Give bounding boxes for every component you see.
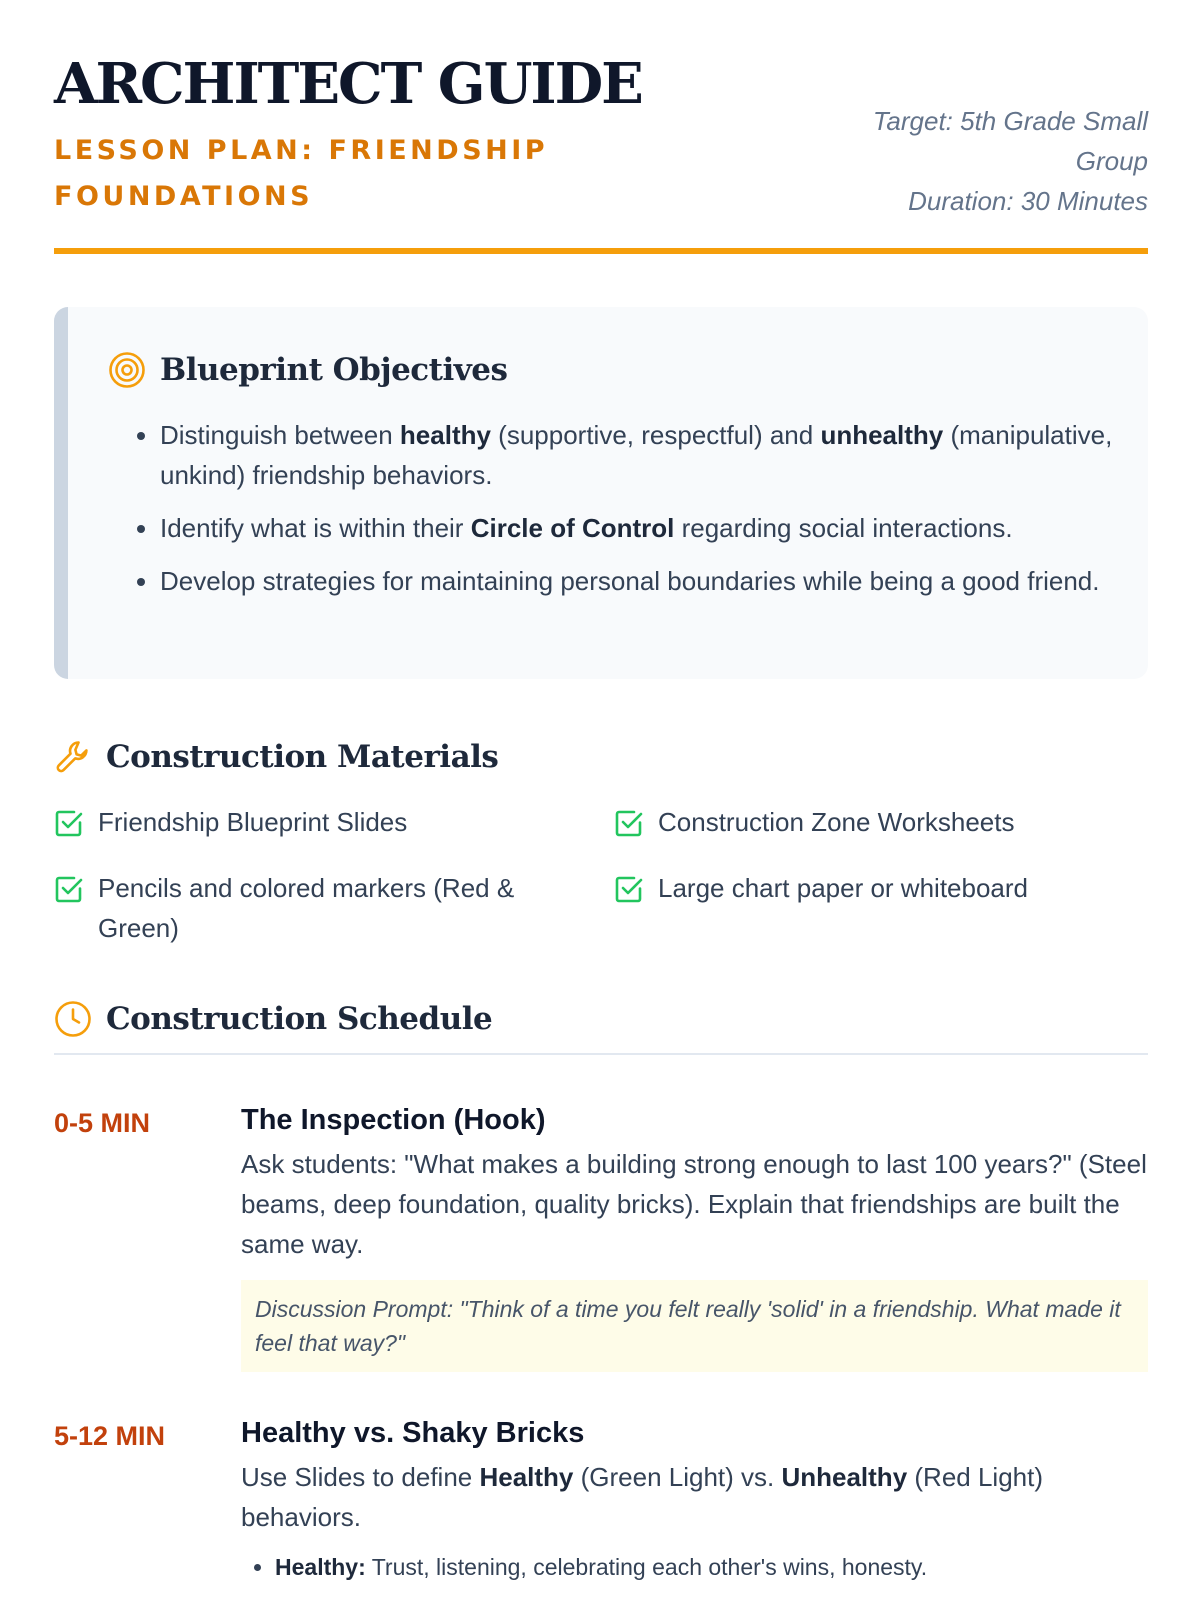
page-header bbox=[54, 0, 1148, 254]
schedule-divider bbox=[54, 1053, 1148, 1055]
page-title: ARCHITECT GUIDE bbox=[54, 51, 642, 117]
material-label: Construction Zone Worksheets bbox=[658, 807, 1015, 837]
objective-item bbox=[160, 508, 1170, 548]
material-item bbox=[614, 868, 1134, 908]
schedule-block-title: Healthy vs. Shaky Bricks bbox=[241, 1417, 585, 1449]
schedule-block-text: Ask students: "What makes a building strong enough to last 100 years?" (Steel beams, deep foundation, quality bricks). Explain that friendships are built the same way. bbox=[241, 1149, 1147, 1259]
target-icon bbox=[108, 351, 146, 389]
material-label: Pencils and colored markers (Red & Green) bbox=[98, 873, 515, 943]
objective-text: (supportive, respectful) and bbox=[490, 420, 821, 450]
checkbox-checked-icon bbox=[54, 874, 84, 904]
objectives-heading-text: Blueprint Objectives bbox=[160, 352, 508, 388]
behavior-label: Healthy: bbox=[275, 1554, 366, 1580]
schedule-block bbox=[241, 1413, 1148, 1587]
material-item bbox=[614, 802, 1134, 842]
objectives-box bbox=[54, 307, 1148, 679]
schedule-block-title: The Inspection (Hook) bbox=[241, 1104, 546, 1136]
objective-text: (manipulative, unkind) friendship behaviors. bbox=[160, 420, 1113, 490]
checkbox-checked-icon bbox=[54, 808, 84, 838]
material-item bbox=[54, 868, 574, 948]
schedule-text-emphasis: Healthy bbox=[479, 1462, 574, 1492]
behavior-text: Trust, listening, celebrating each other's wins, honesty. bbox=[365, 1554, 928, 1580]
schedule-block-text bbox=[241, 1457, 1148, 1537]
objective-emphasis: healthy bbox=[399, 420, 491, 450]
schedule-text-part: (Green Light) vs. bbox=[573, 1462, 782, 1492]
lesson-plan-page bbox=[54, 0, 1148, 1580]
objectives-list bbox=[108, 415, 1170, 614]
schedule-time: 5-12 MIN bbox=[54, 1421, 166, 1451]
behavior-item bbox=[275, 1547, 1148, 1587]
schedule-text-part: Use Slides to define bbox=[241, 1462, 480, 1492]
schedule-block bbox=[241, 1100, 1148, 1372]
behavior-list bbox=[241, 1547, 1148, 1587]
lesson-duration: Duration: 30 Minutes bbox=[908, 186, 1148, 216]
schedule-heading-text: Construction Schedule bbox=[106, 1001, 493, 1037]
material-label: Large chart paper or whiteboard bbox=[658, 873, 1029, 903]
objective-emphasis: unhealthy bbox=[820, 420, 944, 450]
page-subtitle: LESSON PLAN: FRIENDSHIP FOUNDATIONS bbox=[54, 135, 549, 212]
objective-text: Identify what is within their bbox=[160, 513, 471, 543]
objective-emphasis: Circle of Control bbox=[470, 513, 675, 543]
checkbox-checked-icon bbox=[614, 874, 644, 904]
schedule-heading bbox=[54, 1000, 492, 1038]
objective-text: regarding social interactions. bbox=[674, 513, 1013, 543]
checkbox-checked-icon bbox=[614, 808, 644, 838]
materials-heading bbox=[54, 738, 498, 776]
schedule-text-part: (Red Light) behaviors. bbox=[241, 1462, 1043, 1532]
schedule-text-emphasis: Unhealthy bbox=[781, 1462, 908, 1492]
objective-item bbox=[160, 561, 1170, 601]
target-audience: Target: 5th Grade Small Group bbox=[872, 106, 1148, 176]
materials-heading-text: Construction Materials bbox=[106, 739, 499, 775]
wrench-icon bbox=[54, 738, 92, 776]
discussion-prompt: Discussion Prompt: "Think of a time you felt really 'solid' in a friendship. What made it feel that way?" bbox=[241, 1280, 1148, 1372]
material-item bbox=[54, 802, 574, 842]
objective-item bbox=[160, 415, 1170, 495]
schedule-time: 0-5 MIN bbox=[54, 1108, 151, 1138]
objectives-heading bbox=[108, 351, 507, 389]
objective-text: Develop strategies for maintaining personal boundaries while being a good friend. bbox=[160, 566, 1100, 596]
material-label: Friendship Blueprint Slides bbox=[98, 807, 408, 837]
objective-text: Distinguish between bbox=[160, 420, 400, 450]
clock-icon bbox=[54, 1000, 92, 1038]
lesson-meta bbox=[828, 101, 1148, 221]
